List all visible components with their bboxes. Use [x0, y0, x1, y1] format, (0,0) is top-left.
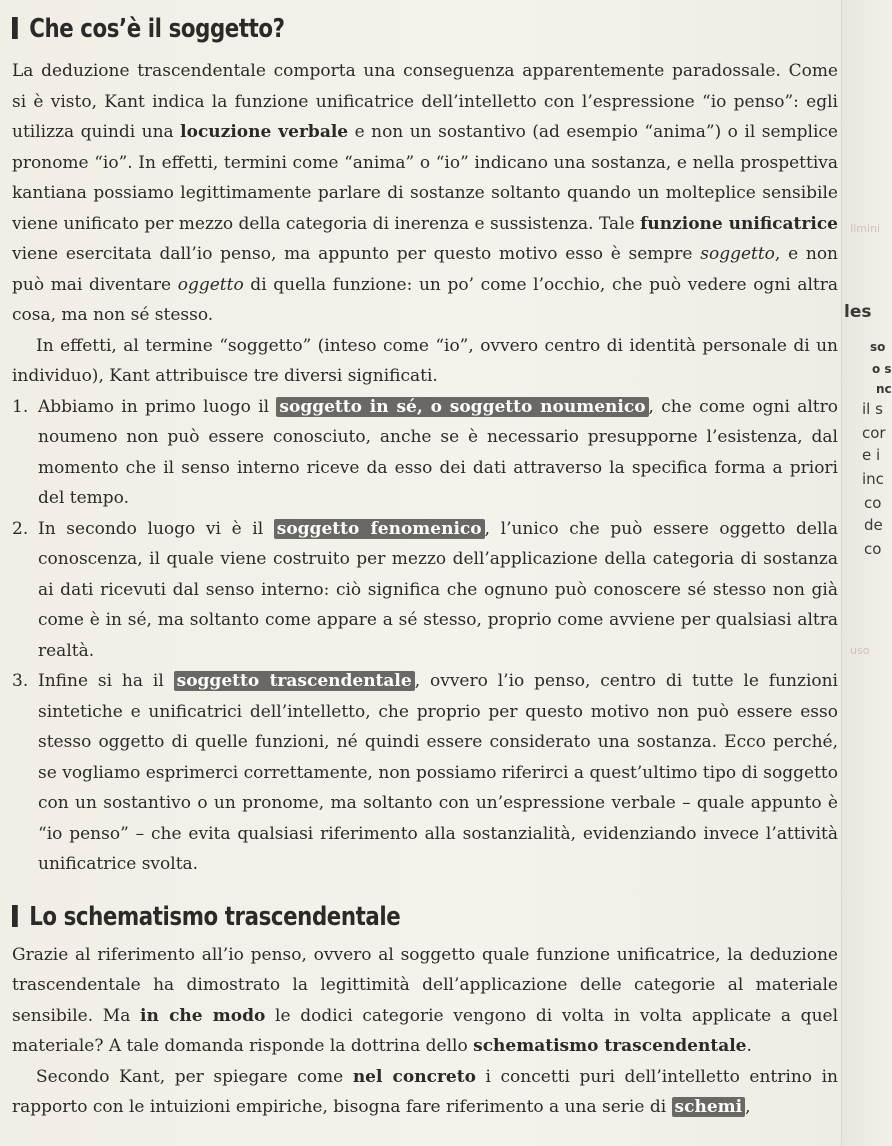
item-text	[38, 519, 838, 661]
item-number: 2.	[12, 518, 29, 539]
list-item	[12, 514, 838, 667]
item-number: 1.	[12, 396, 29, 417]
heading-text: Lo schematismo trascendentale	[29, 901, 401, 932]
paragraph-schemi	[12, 1062, 838, 1123]
main-column	[12, 14, 838, 1123]
margin-fragment: il s	[862, 400, 883, 418]
margin-fragment: nc	[876, 382, 892, 396]
margin-fragment: les	[844, 302, 872, 322]
list-item	[12, 392, 838, 514]
margin-fragment: inc	[862, 470, 884, 488]
paragraph-intro	[12, 56, 838, 331]
bold-term: nel concreto	[352, 1066, 476, 1087]
text-run: .	[746, 1036, 752, 1056]
heading-marker	[12, 905, 18, 927]
margin-fragment: co	[864, 494, 882, 512]
highlighted-term: soggetto fenomenico	[274, 519, 485, 539]
bold-term: locuzione verbale	[180, 122, 349, 142]
item-text	[38, 397, 838, 509]
highlighted-term: schemi	[672, 1097, 746, 1117]
bold-term: in che modo	[140, 1005, 266, 1026]
highlighted-term: soggetto in sé, o soggetto noumenico	[276, 397, 648, 417]
margin-fragment: o s	[872, 362, 892, 376]
text-run: di quella funzione: un po’ come l’occhio, che può vedere ogni altra cosa, ma non sé stesso.	[12, 274, 838, 325]
list-item	[12, 666, 838, 880]
margin-fragment: co	[864, 540, 882, 558]
text-run: In secondo luogo vi è il	[38, 518, 274, 539]
margin-fragment: cor	[862, 424, 886, 442]
text-run: Abbiamo in primo luogo il	[38, 396, 277, 417]
text-run: Secondo Kant, per spiegare come	[36, 1066, 353, 1087]
text-run: , ovvero l’io penso, centro di tutte le funzioni sintetiche e unificatrici dell’intelletto, che proprio per questo motivo non può essere esso stesso oggetto di quelle funzioni, né quindi essere considerato una sostanza. Ecco perché, se vogliamo esprimerci correttamente, non possiamo riferirci a quest’ultimo tipo di soggetto con un sostantivo o un pronome, ma soltanto con un’espressione verbale – quale appunto è “io penso” – che evita qualsiasi riferimento alla sostanzialità, evidenziando invece l’attività unificatrice svolta.	[38, 671, 838, 874]
text-run: i concetti puri dell’intelletto entrino in rapporto con le intuizioni empiriche, bisogna fare riferimento a una serie di	[12, 1066, 838, 1117]
paragraph-three-meanings: In effetti, al termine “soggetto” (inteso come “io”, ovvero centro di identità personale di un individuo), Kant attribuisce tre diversi significati.	[12, 335, 838, 386]
item-text	[38, 671, 838, 874]
text-run: Grazie al riferimento all’io penso, ovvero al soggetto quale funzione unificatrice, la deduzione trascendentale ha dimostrato la legittimità dell’applicazione delle categorie al materiale sensibile. Ma	[12, 944, 838, 1026]
italic-term: soggetto	[700, 244, 775, 264]
adjacent-page-margin	[841, 0, 890, 1146]
margin-fragment: uso	[850, 644, 870, 657]
heading-marker	[12, 17, 18, 39]
item-number: 3.	[12, 671, 29, 691]
margin-fragment: de	[864, 516, 883, 534]
margin-fragment: Ilmini	[850, 222, 881, 235]
bold-term: funzione unificatrice	[640, 213, 838, 234]
text-run: , l’unico che può essere oggetto della conoscenza, il quale viene costruito per mezzo dell’applicazione della categoria di sostanza ai dati ricevuti dal senso interno: ciò significa che ognuno può conoscere sé stesso non già come è in sé, ma soltanto come appare a sé stesso, proprio come avviene per qualsiasi altra realtà.	[38, 518, 838, 661]
text-run: e non un sostantivo (ad esempio “anima”) o il semplice pronome “io”. In effetti, termini come “anima” o “io” indicano una sostanza, e nella prospettiva kantiana possiamo legittimamente parlare di sostanze soltanto quando un molteplice sensibile viene unificato per mezzo della categoria di inerenza e sussistenza. Tale	[12, 122, 838, 234]
bold-term: schematismo trascendentale	[473, 1036, 747, 1056]
heading-text: Che cos’è il soggetto?	[29, 14, 285, 44]
text-run: Infine si ha il	[38, 671, 174, 691]
margin-fragment: so	[870, 340, 886, 354]
text-run: viene esercitata dall’io penso, ma appunto per questo motivo esso è sempre	[12, 244, 701, 264]
paragraph-schematismo	[12, 940, 838, 1062]
text-run: le dodici categorie vengono di volta in volta applicate a quel materiale? A tale domanda risponde la dottrina dello	[12, 1005, 839, 1056]
highlighted-term: soggetto trascendentale	[174, 671, 415, 691]
text-run: , che come ogni altro noumeno non può essere conosciuto, anche se è necessario presupporne l’esistenza, dal momento che il senso interno riceve da esso dei dati attraverso la specifica forma a priori del tempo.	[38, 396, 838, 508]
italic-term: oggetto	[177, 274, 244, 295]
text-run: , e non può mai diventare	[12, 244, 839, 295]
meanings-list	[12, 392, 838, 880]
section-heading-schematismo	[12, 902, 689, 932]
section-heading-soggetto	[12, 14, 689, 44]
margin-fragment: e i	[862, 446, 881, 464]
text-run: La deduzione trascendentale comporta una conseguenza apparentemente paradossale. Come si è visto, Kant indica la funzione unificatrice dell’intelletto con l’espressione “io penso”: egli utilizza quindi una	[12, 61, 838, 142]
text-run: ,	[745, 1097, 751, 1117]
